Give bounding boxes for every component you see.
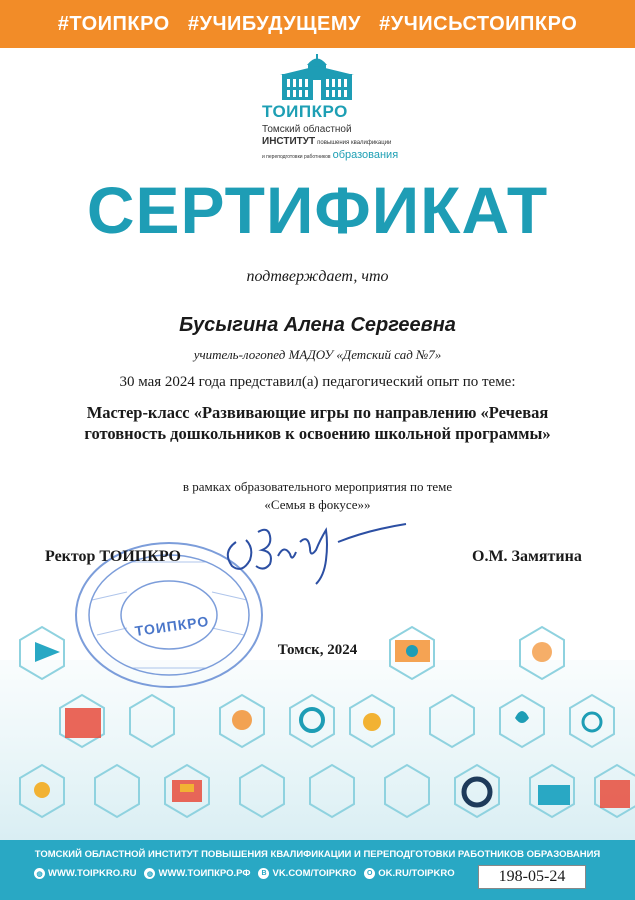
vk-icon: В — [258, 868, 269, 879]
stamp-label: ТОИПКРО — [133, 612, 211, 640]
logo-line-2-small: повышения квалификации — [317, 140, 392, 146]
logo-line-2-big: ИНСТИТУТ — [262, 136, 316, 147]
footer-links — [34, 868, 455, 879]
hashtags — [58, 13, 578, 36]
place-year: Томск, 2024 — [277, 642, 358, 658]
ok-icon: О — [364, 868, 375, 879]
recipient-position: учитель-логопед МАДОУ «Детский сад №7» — [193, 347, 442, 362]
confirms-text: подтверждает, что — [246, 268, 389, 285]
footer-link-3[interactable]: В VK.COM/TOIPKRO — [258, 868, 356, 879]
footer-link-2[interactable]: ◍ WWW.ТОИПКРО.РФ — [144, 868, 250, 879]
certificate-title: СЕРТИФИКАТ — [86, 173, 549, 247]
hashtag-3: #УЧИСЬСТОИПКРО — [379, 12, 578, 35]
logo-line-3 — [262, 149, 398, 161]
logo-name: ТОИПКРО — [262, 102, 348, 121]
hashtag-2: #УЧИБУДУЩЕМУ — [187, 12, 361, 35]
institute-logo — [262, 54, 399, 174]
date-line: 30 мая 2024 года представил(а) педагогический опыт по теме: — [119, 374, 516, 390]
topic-line-1: Мастер-класс «Развивающие игры по направлению «Речевая — [86, 403, 549, 422]
footer-link-4[interactable]: О OK.RU/TOIPKRO — [364, 868, 454, 879]
event-line-2: «Семья в фокусе»» — [264, 497, 371, 512]
topic — [40, 402, 595, 444]
logo-line-1: Томский областной — [262, 124, 352, 135]
recipient-name: Бусыгина Алена Сергеевна — [179, 314, 456, 336]
event-line-1: в рамках образовательного мероприятия по теме — [182, 479, 453, 494]
hashtag-banner — [0, 0, 635, 48]
rector-name: О.М. Замятина — [472, 548, 582, 565]
footer-link-1[interactable]: ◍ WWW.TOIPKRO.RU — [34, 868, 136, 879]
hashtag-1: #ТОИПКРО — [57, 12, 170, 35]
globe-icon: ◍ — [144, 868, 155, 879]
handwritten-signature — [218, 512, 408, 592]
logo-line-2 — [262, 136, 391, 147]
rector-title: Ректор ТОИПКРО — [45, 548, 181, 565]
globe-icon: ◍ — [34, 868, 45, 879]
topic-line-2: готовность дошкольников к освоению школьной программы» — [84, 424, 551, 443]
building-icon — [280, 54, 354, 102]
logo-line-3-big: образования — [332, 149, 399, 161]
logo-line-3-small: и переподготовки работников — [262, 154, 331, 160]
registration-number: 198-05-24 — [478, 865, 586, 889]
footer-institute: ТОМСКИЙ ОБЛАСТНОЙ ИНСТИТУТ ПОВЫШЕНИЯ КВАЛИФИКАЦИИ И ПЕРЕПОДГОТОВКИ РАБОТНИКОВ ОБРАЗОВАНИЯ — [34, 849, 601, 860]
